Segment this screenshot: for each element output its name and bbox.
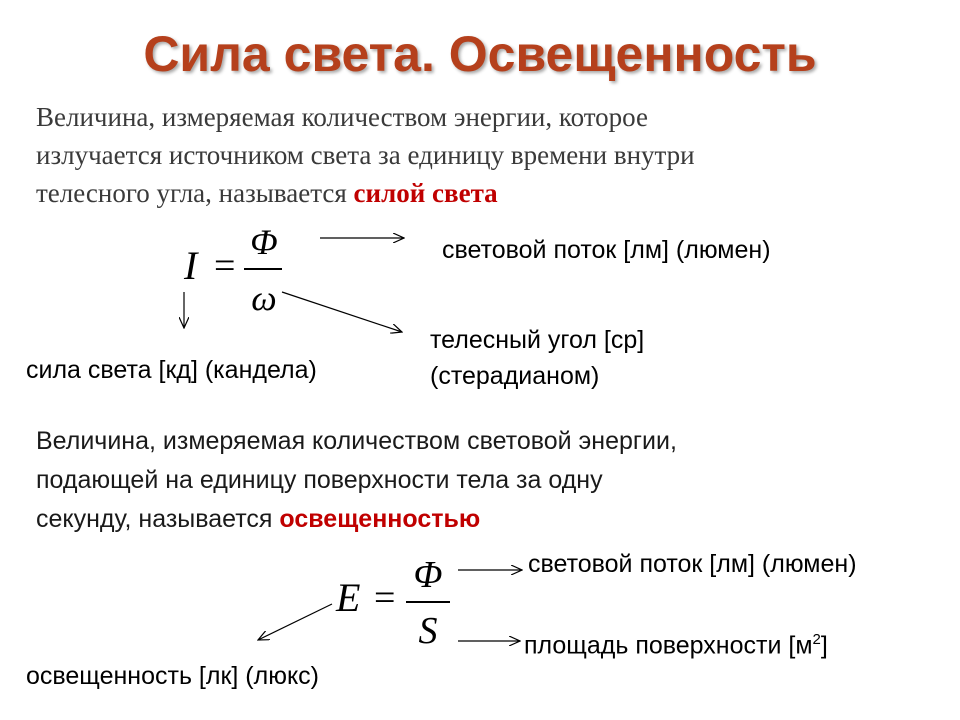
intensity-term: силой света [353, 178, 498, 208]
area-label-suffix: ] [820, 631, 828, 660]
intensity-formula-equals: = [214, 245, 236, 287]
illuminance-formula-equals: = [374, 577, 396, 619]
intensity-definition-line-2: излучается источником света за единицу времени внутри [36, 140, 695, 170]
intensity-formula-denominator: ω [251, 278, 277, 318]
slide-title: Сила света. Освещенность [143, 26, 817, 82]
illuminance-definition-line-3-text: секунду, называется [36, 505, 280, 533]
arrow-illuminance-left [258, 604, 332, 640]
illuminance-formula-denominator: S [418, 610, 438, 652]
area-label-superscript: 2 [812, 631, 821, 648]
illuminance-unit-label: освещенность [лк] (люкс) [26, 662, 320, 690]
illuminance-flux-label: световой поток [лм] (люмен) [528, 550, 857, 578]
illuminance-definition-line-2: подающей на единицу поверхности тела за одну [36, 466, 603, 494]
illuminance-formula-numerator: Φ [413, 554, 443, 596]
illuminance-formula-lhs: E [336, 575, 361, 620]
solid-angle-label-line-1: телесный угол [ср] [430, 326, 645, 354]
intensity-definition-line-3-text: телесного угла, называется [36, 178, 354, 208]
intensity-flux-label: световой поток [лм] (люмен) [442, 236, 771, 264]
intensity-formula-lhs: I [184, 243, 198, 288]
solid-angle-label-line-2: (стерадианом) [430, 362, 600, 390]
area-label-text: площадь поверхности [м [524, 631, 813, 660]
arrow-solid-angle [282, 292, 402, 332]
illuminance-definition-line-1: Величина, измеряемая количеством световой энергии, [36, 427, 677, 455]
intensity-formula-numerator: Φ [250, 222, 278, 262]
illuminance-term: освещенностью [279, 505, 481, 533]
intensity-definition-line-1: Величина, измеряемая количеством энергии, которое [36, 102, 648, 132]
intensity-unit-label: сила света [кд] (кандела) [26, 356, 317, 384]
